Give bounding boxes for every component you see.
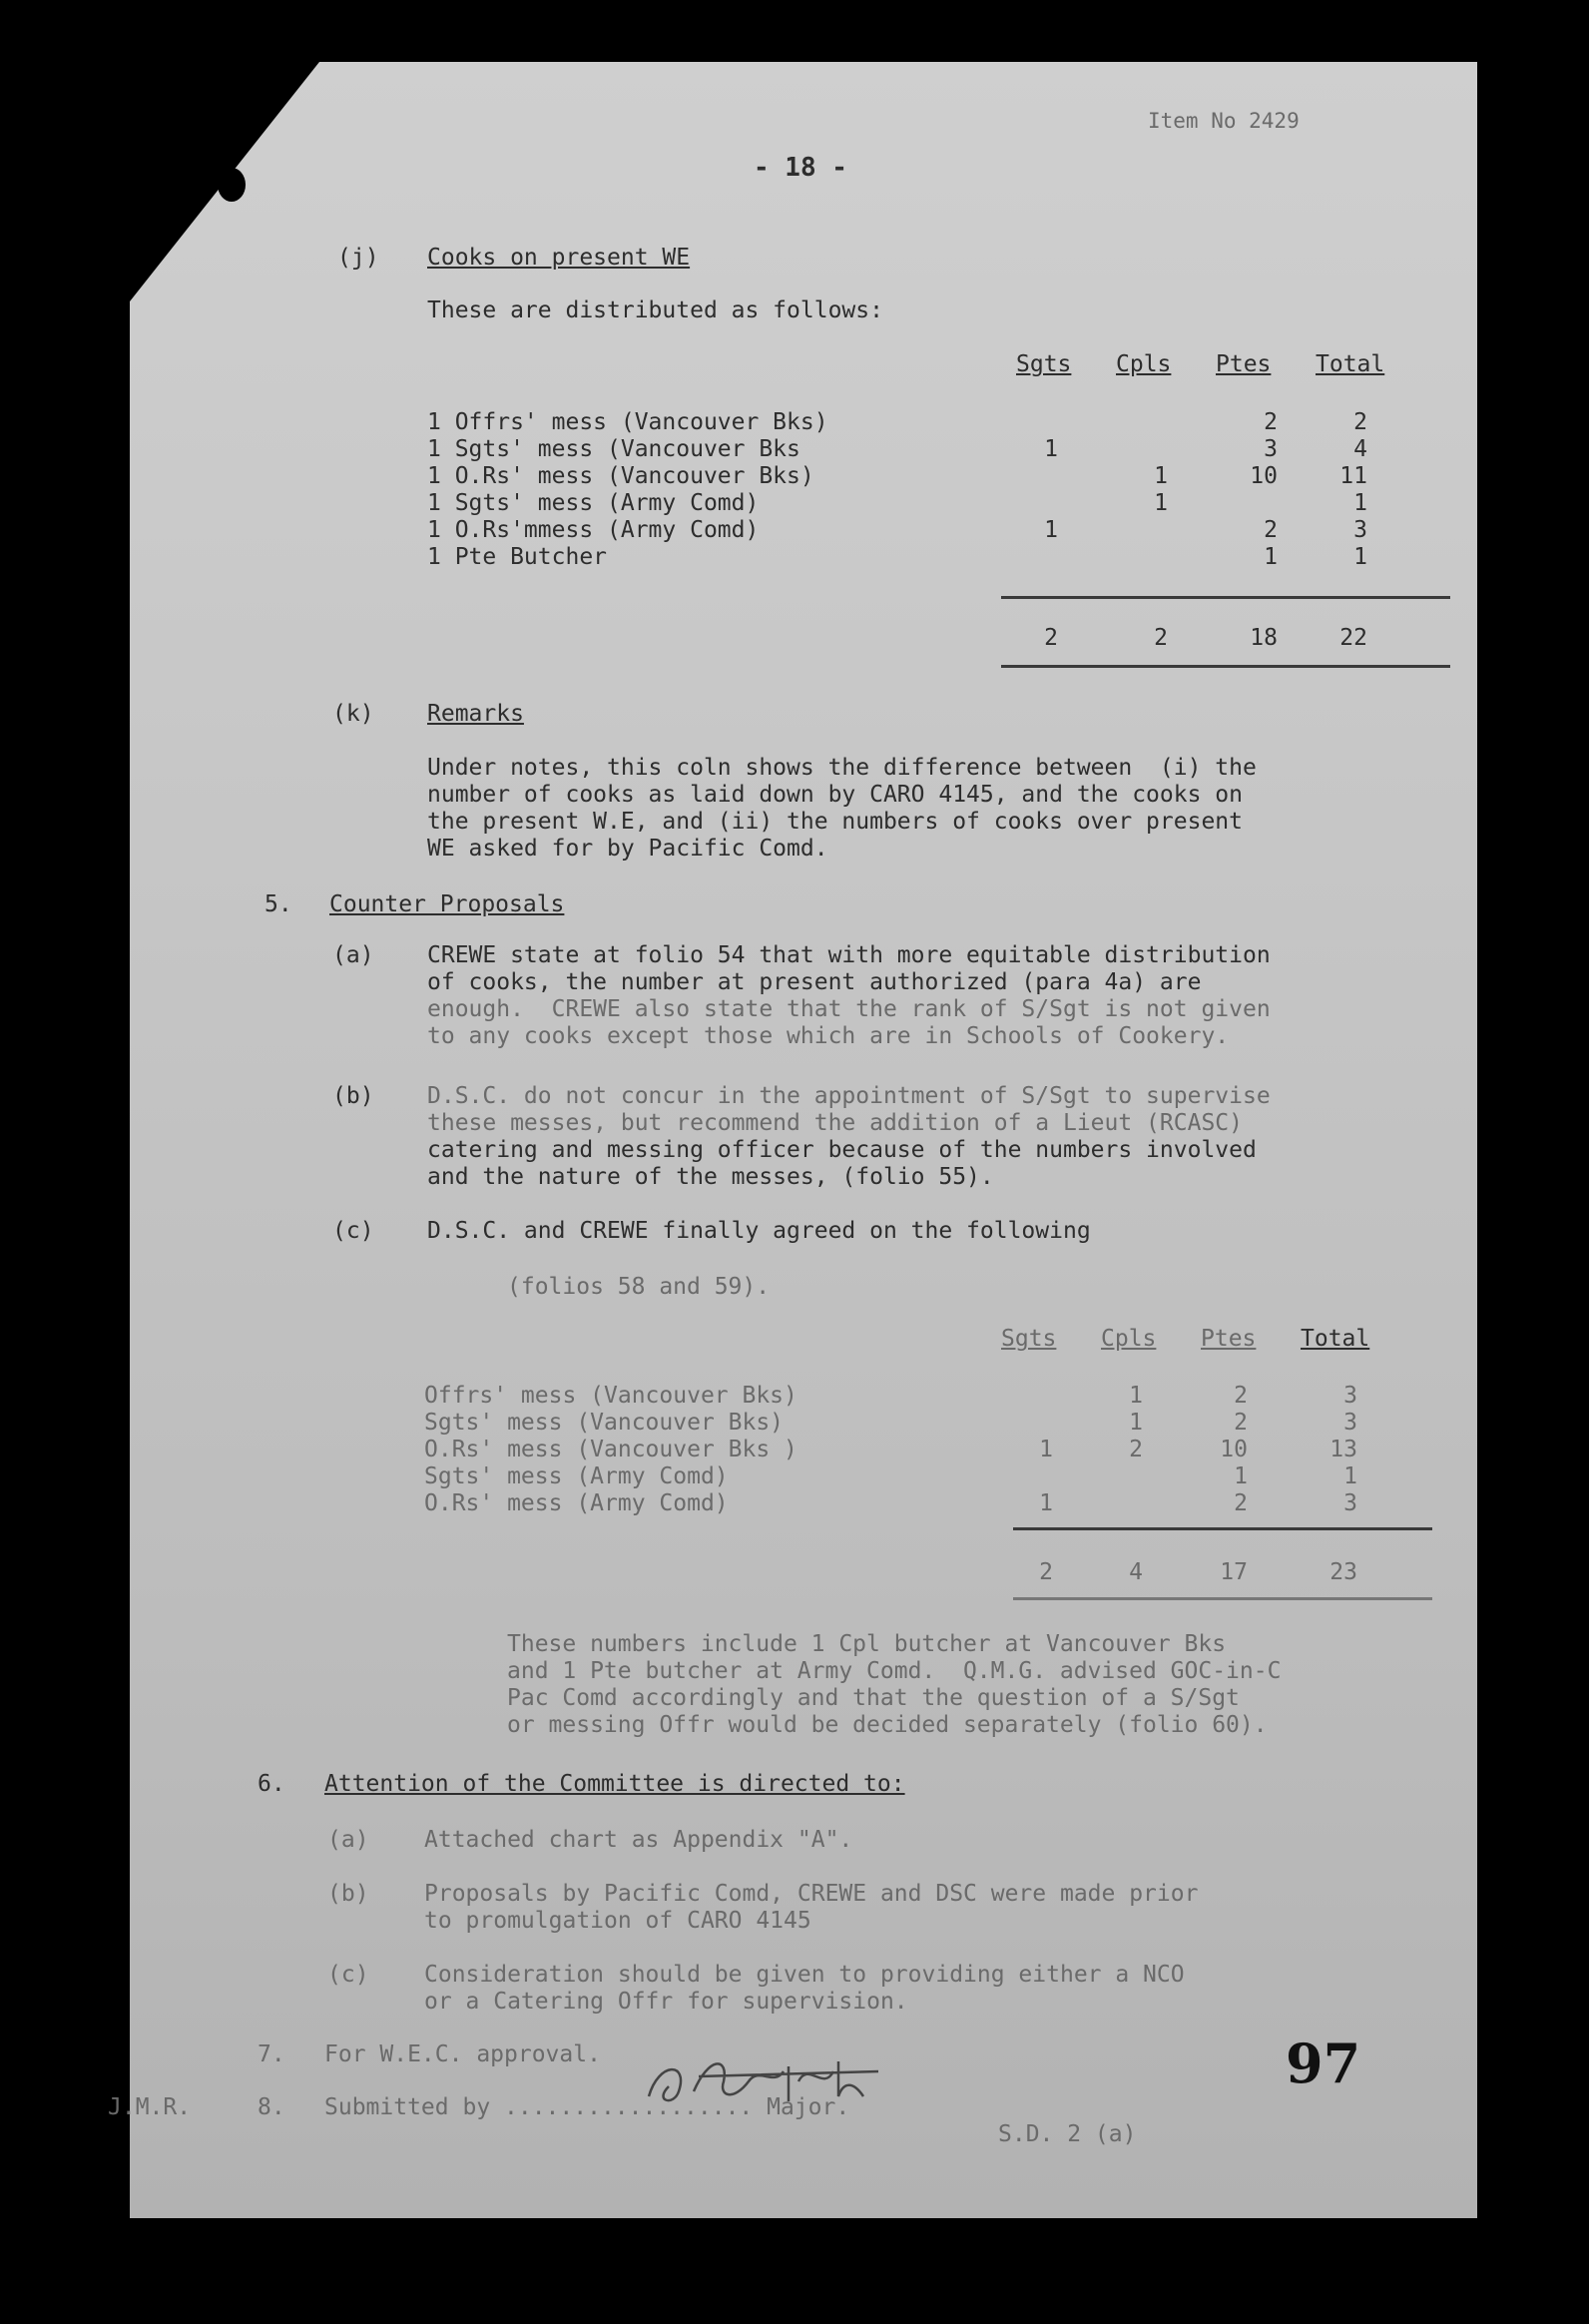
section-5c-label: (c) xyxy=(332,1218,374,1244)
section-8-text: Submitted by .................. Major. xyxy=(324,2094,850,2120)
table-row-name: 1 Sgts' mess (Vancouver Bks xyxy=(427,436,800,462)
table-cell: 1 xyxy=(1129,1410,1143,1436)
section-7-text: For W.E.C. approval. xyxy=(324,2041,601,2067)
table-cell: 1 xyxy=(1154,463,1168,489)
section-6c-line: Consideration should be given to providing either a NCO xyxy=(424,1962,1185,1988)
section-5a-line: enough. CREWE also state that the rank of S/Sgt is not given xyxy=(427,996,1271,1022)
col-sgts: Sgts xyxy=(1016,351,1072,377)
table-cell: 2 xyxy=(1234,1410,1248,1436)
table-cell: 2 xyxy=(1129,1437,1143,1462)
table-cell: 3 xyxy=(1343,1383,1357,1409)
section-5c-sub: (folios 58 and 59). xyxy=(507,1274,771,1300)
table-cell: 1 xyxy=(1234,1463,1248,1489)
table-cell: 1 xyxy=(1039,1437,1053,1462)
total-rule xyxy=(1013,1597,1432,1600)
section-6a-label: (a) xyxy=(327,1827,369,1853)
initials: J.M.R. xyxy=(108,2094,192,2120)
total-cell: 18 xyxy=(1250,625,1278,651)
folio-mark: 97 xyxy=(1286,2032,1361,2095)
section-5c-line: D.S.C. and CREWE finally agreed on the following xyxy=(427,1218,1091,1244)
section-5-note: Pac Comd accordingly and that the question of a S/Sgt xyxy=(507,1685,1240,1711)
table-cell: 1 xyxy=(1039,1490,1053,1516)
table-cell: 2 xyxy=(1264,517,1278,543)
section-k-line: WE asked for by Pacific Comd. xyxy=(427,836,828,862)
table-cell: 10 xyxy=(1250,463,1278,489)
section-j-label: (j) xyxy=(337,245,379,271)
table-cell: 10 xyxy=(1220,1437,1248,1462)
total-cell: 2 xyxy=(1039,1559,1053,1585)
section-6b-label: (b) xyxy=(327,1881,369,1907)
table-row-name: O.Rs' mess (Army Comd) xyxy=(424,1490,729,1516)
section-5-note: These numbers include 1 Cpl butcher at Vancouver Bks xyxy=(507,1631,1227,1657)
table-row-name: 1 Pte Butcher xyxy=(427,544,608,570)
total-rule xyxy=(1013,1527,1432,1530)
table-cell: 1 xyxy=(1353,544,1367,570)
table-cell: 3 xyxy=(1343,1490,1357,1516)
section-5b-line: catering and messing officer because of the numbers involved xyxy=(427,1137,1257,1163)
hole-punch xyxy=(218,168,246,202)
table-cell: 2 xyxy=(1234,1490,1248,1516)
table-row-name: O.Rs' mess (Vancouver Bks ) xyxy=(424,1437,797,1462)
item-reference: Item No 2429 xyxy=(1148,109,1300,133)
col-total: Total xyxy=(1316,351,1385,377)
col-total: Total xyxy=(1301,1326,1370,1352)
total-cell: 23 xyxy=(1329,1559,1357,1585)
table-cell: 1 xyxy=(1353,490,1367,516)
total-cell: 2 xyxy=(1154,625,1168,651)
total-rule xyxy=(1001,596,1450,599)
table-row-name: 1 Offrs' mess (Vancouver Bks) xyxy=(427,409,828,435)
col-sgts: Sgts xyxy=(1001,1326,1057,1352)
table-cell: 1 xyxy=(1154,490,1168,516)
section-5b-label: (b) xyxy=(332,1083,374,1109)
section-k-title: Remarks xyxy=(427,701,524,727)
table-cell: 2 xyxy=(1264,409,1278,435)
section-5a-line: CREWE state at folio 54 that with more equitable distribution xyxy=(427,942,1271,968)
table-row-name: Offrs' mess (Vancouver Bks) xyxy=(424,1383,797,1409)
section-k-label: (k) xyxy=(332,701,374,727)
table-cell: 1 xyxy=(1129,1383,1143,1409)
table-row-name: Sgts' mess (Army Comd) xyxy=(424,1463,729,1489)
total-cell: 22 xyxy=(1339,625,1367,651)
section-6b-line: to promulgation of CARO 4145 xyxy=(424,1908,811,1934)
table-cell: 2 xyxy=(1234,1383,1248,1409)
section-6a-line: Attached chart as Appendix "A". xyxy=(424,1827,853,1853)
total-rule xyxy=(1001,665,1450,668)
col-ptes: Ptes xyxy=(1216,351,1272,377)
section-8-number: 8. xyxy=(258,2094,285,2120)
section-k-line: number of cooks as laid down by CARO 4145, and the cooks on xyxy=(427,782,1243,808)
section-5-title: Counter Proposals xyxy=(329,891,565,917)
table-cell: 13 xyxy=(1329,1437,1357,1462)
table-cell: 4 xyxy=(1353,436,1367,462)
table-cell: 1 xyxy=(1264,544,1278,570)
table-cell: 2 xyxy=(1353,409,1367,435)
signature-image xyxy=(639,2051,898,2111)
section-k-line: Under notes, this coln shows the difference between (i) the xyxy=(427,755,1257,781)
total-cell: 4 xyxy=(1129,1559,1143,1585)
table-cell: 3 xyxy=(1264,436,1278,462)
unit-designation: S.D. 2 (a) xyxy=(998,2121,1137,2147)
section-5a-label: (a) xyxy=(332,942,374,968)
table-row-name: 1 O.Rs' mess (Vancouver Bks) xyxy=(427,463,814,489)
section-j-title: Cooks on present WE xyxy=(427,245,691,271)
section-6-number: 6. xyxy=(258,1771,285,1797)
total-cell: 17 xyxy=(1220,1559,1248,1585)
table-row-name: Sgts' mess (Vancouver Bks) xyxy=(424,1410,785,1436)
section-5a-line: of cooks, the number at present authorized (para 4a) are xyxy=(427,969,1202,995)
section-j-intro: These are distributed as follows: xyxy=(427,297,883,323)
section-5b-line: these messes, but recommend the addition of a Lieut (RCASC) xyxy=(427,1110,1243,1136)
table-cell: 3 xyxy=(1353,517,1367,543)
section-6c-line: or a Catering Offr for supervision. xyxy=(424,1989,908,2015)
section-5-note: and 1 Pte butcher at Army Comd. Q.M.G. advised GOC-in-C xyxy=(507,1658,1282,1684)
section-5b-line: and the nature of the messes, (folio 55). xyxy=(427,1164,994,1190)
section-7-number: 7. xyxy=(258,2041,285,2067)
section-6b-line: Proposals by Pacific Comd, CREWE and DSC were made prior xyxy=(424,1881,1199,1907)
col-ptes: Ptes xyxy=(1201,1326,1257,1352)
section-6c-label: (c) xyxy=(327,1962,369,1988)
section-5-note: or messing Offr would be decided separately (folio 60). xyxy=(507,1712,1268,1738)
table-row-name: 1 O.Rs'mmess (Army Comd) xyxy=(427,517,760,543)
section-5-number: 5. xyxy=(265,891,292,917)
section-k-line: the present W.E, and (ii) the numbers of cooks over present xyxy=(427,809,1243,835)
table-cell: 11 xyxy=(1339,463,1367,489)
col-cpls: Cpls xyxy=(1116,351,1172,377)
table-row-name: 1 Sgts' mess (Army Comd) xyxy=(427,490,760,516)
table-cell: 1 xyxy=(1044,436,1058,462)
section-5a-line: to any cooks except those which are in Schools of Cookery. xyxy=(427,1023,1230,1049)
total-cell: 2 xyxy=(1044,625,1058,651)
page-number: - 18 - xyxy=(754,153,847,183)
table-cell: 1 xyxy=(1343,1463,1357,1489)
table-cell: 1 xyxy=(1044,517,1058,543)
col-cpls: Cpls xyxy=(1101,1326,1157,1352)
section-6-title: Attention of the Committee is directed to: xyxy=(324,1771,905,1797)
section-5b-line: D.S.C. do not concur in the appointment of S/Sgt to supervise xyxy=(427,1083,1271,1109)
table-cell: 3 xyxy=(1343,1410,1357,1436)
